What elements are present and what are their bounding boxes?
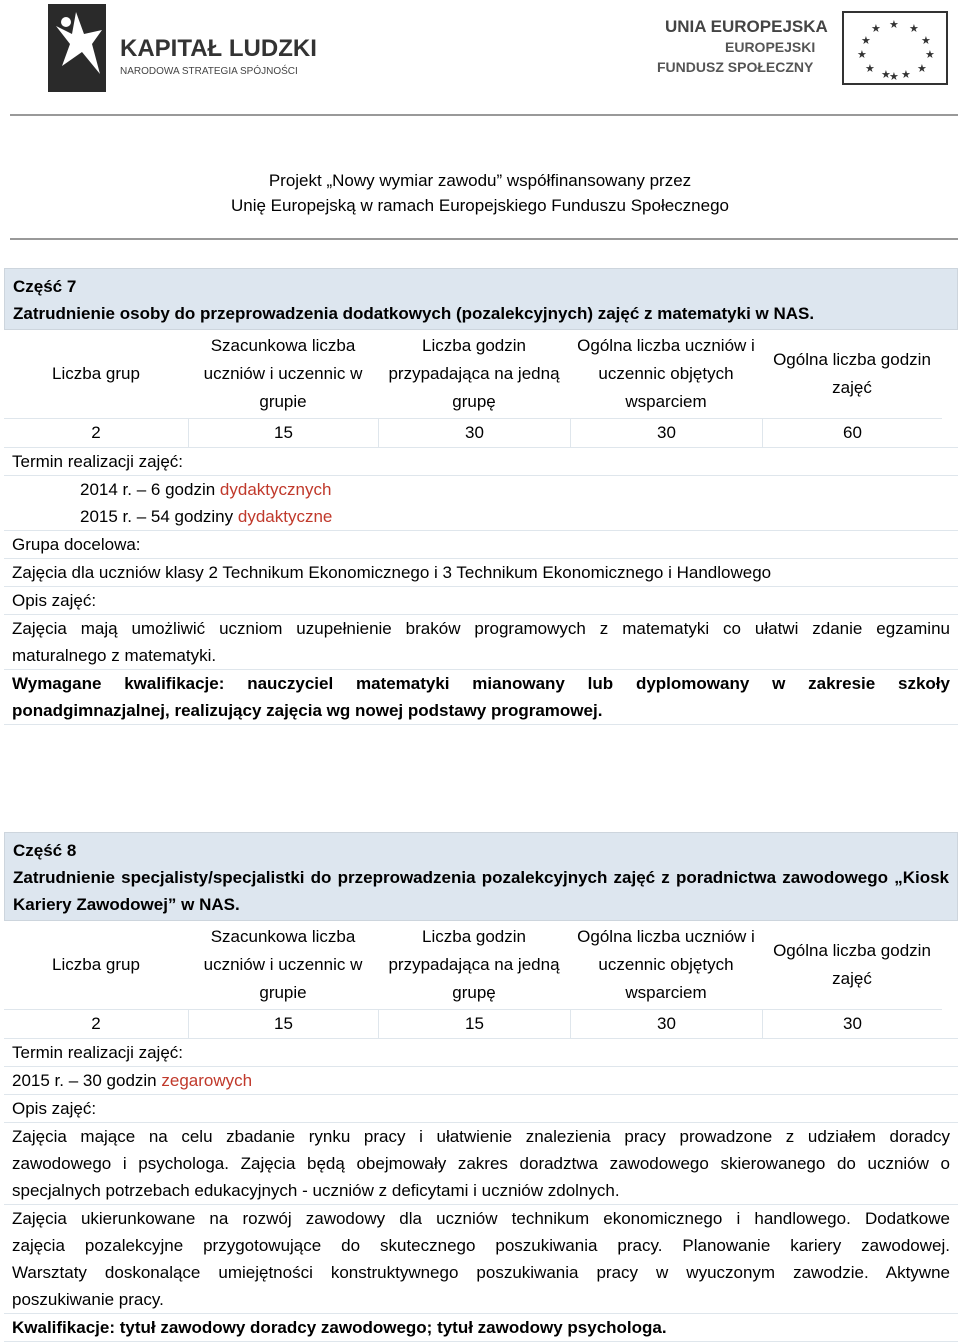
section-8-header bbox=[4, 832, 958, 921]
term-2015: 2015 r. – 30 godzin zegarowych bbox=[4, 1067, 958, 1095]
svg-text:KAPITAŁ LUDZKI: KAPITAŁ LUDZKI bbox=[120, 35, 317, 62]
svg-text:★: ★ bbox=[917, 62, 927, 75]
svg-text:★: ★ bbox=[861, 34, 871, 47]
svg-text:★: ★ bbox=[901, 68, 911, 81]
description-text: Zajęcia mają umożliwić uczniom uzupełnienie braków programowych z matematyki co ułatwi zdanie egzaminu maturalnego z matematyki. bbox=[4, 615, 958, 670]
svg-text:★: ★ bbox=[909, 22, 919, 35]
term-label: Termin realizacji zajęć: bbox=[4, 1039, 958, 1067]
svg-text:★: ★ bbox=[865, 62, 875, 75]
section-8 bbox=[4, 832, 958, 1342]
section-7-header bbox=[4, 268, 958, 330]
value-total-hours: 60 bbox=[762, 418, 942, 447]
section-8-subtitle-1: Zatrudnienie specjalisty/specjalistki do przeprowadzenia pozalekcyjnych zajęć z poradnictwa zawodowego „Kiosk bbox=[13, 868, 949, 887]
target-group-text: Zajęcia dla uczniów klasy 2 Technikum Ekonomicznego i 3 Technikum Ekonomicznego i Handlowego bbox=[4, 559, 958, 587]
col-groups: Liczba grup bbox=[52, 955, 140, 974]
value-students-per-group: 15 bbox=[188, 1009, 378, 1038]
target-group-label: Grupa docelowa: bbox=[4, 531, 958, 559]
section-8-table bbox=[4, 921, 958, 1039]
section-8-title: Część 8 bbox=[13, 841, 77, 860]
requirements-text: Wymagane kwalifikacje: nauczyciel matematyki mianowany lub dyplomowany w zakresie szkoły ponadgimnazjalnej, realizujący zajęcia wg nowej podstawy programowej. bbox=[4, 670, 958, 725]
project-line-2: Unię Europejską w ramach Europejskiego Funduszu Społecznego bbox=[230, 196, 729, 215]
section-7-table bbox=[4, 330, 958, 448]
description-label: Opis zajęć: bbox=[4, 587, 958, 615]
svg-text:★: ★ bbox=[871, 22, 881, 35]
col-hours-per-group: Liczba godzin przypadająca na jedną grupę bbox=[388, 927, 560, 1002]
header-logos bbox=[0, 0, 960, 112]
term-2015: 2015 r. – 54 godziny dydaktyczne bbox=[4, 503, 958, 531]
value-total-students: 30 bbox=[570, 418, 762, 447]
value-groups: 2 bbox=[4, 1009, 188, 1038]
svg-text:★: ★ bbox=[925, 48, 935, 61]
col-total-hours: Ogólna liczba godzin zajęć bbox=[773, 941, 931, 988]
term-label: Termin realizacji zajęć: bbox=[4, 448, 958, 476]
svg-text:NARODOWA STRATEGIA SPÓJNOŚCI: NARODOWA STRATEGIA SPÓJNOŚCI bbox=[120, 66, 298, 77]
header-divider bbox=[10, 114, 958, 116]
value-groups: 2 bbox=[4, 418, 188, 447]
svg-text:★: ★ bbox=[921, 34, 931, 47]
col-total-hours: Ogólna liczba godzin zajęć bbox=[773, 350, 931, 397]
term-2014: 2014 r. – 6 godzin dydaktycznych bbox=[80, 480, 332, 499]
section-7 bbox=[4, 268, 958, 725]
ue-efs-logo bbox=[655, 10, 955, 90]
col-groups: Liczba grup bbox=[52, 364, 140, 383]
col-total-students: Ogólna liczba uczniów i uczennic objętych wsparciem bbox=[577, 927, 755, 1002]
section-7-title: Część 7 bbox=[13, 277, 77, 296]
description-text-2: Zajęcia ukierunkowane na rozwój zawodowy dla uczniów technikum ekonomicznego i handlowego. Dodatkowe zajęcia pozalekcyjne przygotowujące do skutecznego poszukiwania pracy. Planowanie kariery zawodowej. Warsztaty doskonalące umiejętności konstruktywnego poszukiwania pracy w wyuczonym zawodzie. Aktywne poszukiwanie pracy. bbox=[4, 1205, 958, 1314]
col-hours-per-group: Liczba godzin przypadająca na jedną grupę bbox=[388, 336, 560, 411]
value-total-hours: 30 bbox=[762, 1009, 942, 1038]
svg-text:★: ★ bbox=[889, 18, 899, 31]
section-7-subtitle: Zatrudnienie osoby do przeprowadzenia dodatkowych (pozalekcyjnych) zajęć z matematyki w NAS. bbox=[13, 304, 815, 323]
section-8-subtitle-2: Kariery Zawodowej” w NAS. bbox=[13, 895, 240, 914]
description-label: Opis zajęć: bbox=[4, 1095, 958, 1123]
description-text-1: Zajęcia mające na celu zbadanie rynku pracy i ułatwienie znalezienia pracy prowadzone z udziałem doradcy zawodowego i psychologa. Zajęcia będą obejmowały zakres doradztwa zawodowego skierowanego do uczniów o specjalnych potrzebach edukacyjnych - uczniów z deficytami i uczniów zdolnych. bbox=[4, 1123, 958, 1205]
qualifications-text: Kwalifikacje: tytuł zawodowy doradcy zawodowego; tytuł zawodowy psychologa. bbox=[4, 1314, 958, 1342]
value-hours-per-group: 15 bbox=[378, 1009, 570, 1038]
svg-text:★: ★ bbox=[889, 70, 899, 83]
col-students-per-group: Szacunkowa liczba uczniów i uczennic w grupie bbox=[203, 927, 363, 1002]
project-line-1: Projekt „Nowy wymiar zawodu” współfinansowany przez bbox=[268, 171, 692, 190]
svg-text:UNIA EUROPEJSKA: UNIA EUROPEJSKA bbox=[665, 17, 828, 36]
kapital-ludzki-logo bbox=[48, 4, 328, 104]
col-students-per-group: Szacunkowa liczba uczniów i uczennic w grupie bbox=[203, 336, 363, 411]
value-hours-per-group: 30 bbox=[378, 418, 570, 447]
col-total-students: Ogólna liczba uczniów i uczennic objętych wsparciem bbox=[577, 336, 755, 411]
svg-text:EUROPEJSKI: EUROPEJSKI bbox=[725, 39, 816, 55]
value-total-students: 30 bbox=[570, 1009, 762, 1038]
svg-text:★: ★ bbox=[881, 68, 891, 81]
value-students-per-group: 15 bbox=[188, 418, 378, 447]
svg-text:★: ★ bbox=[857, 48, 867, 61]
svg-text:FUNDUSZ SPOŁECZNY: FUNDUSZ SPOŁECZNY bbox=[657, 59, 814, 75]
project-divider bbox=[10, 238, 958, 240]
